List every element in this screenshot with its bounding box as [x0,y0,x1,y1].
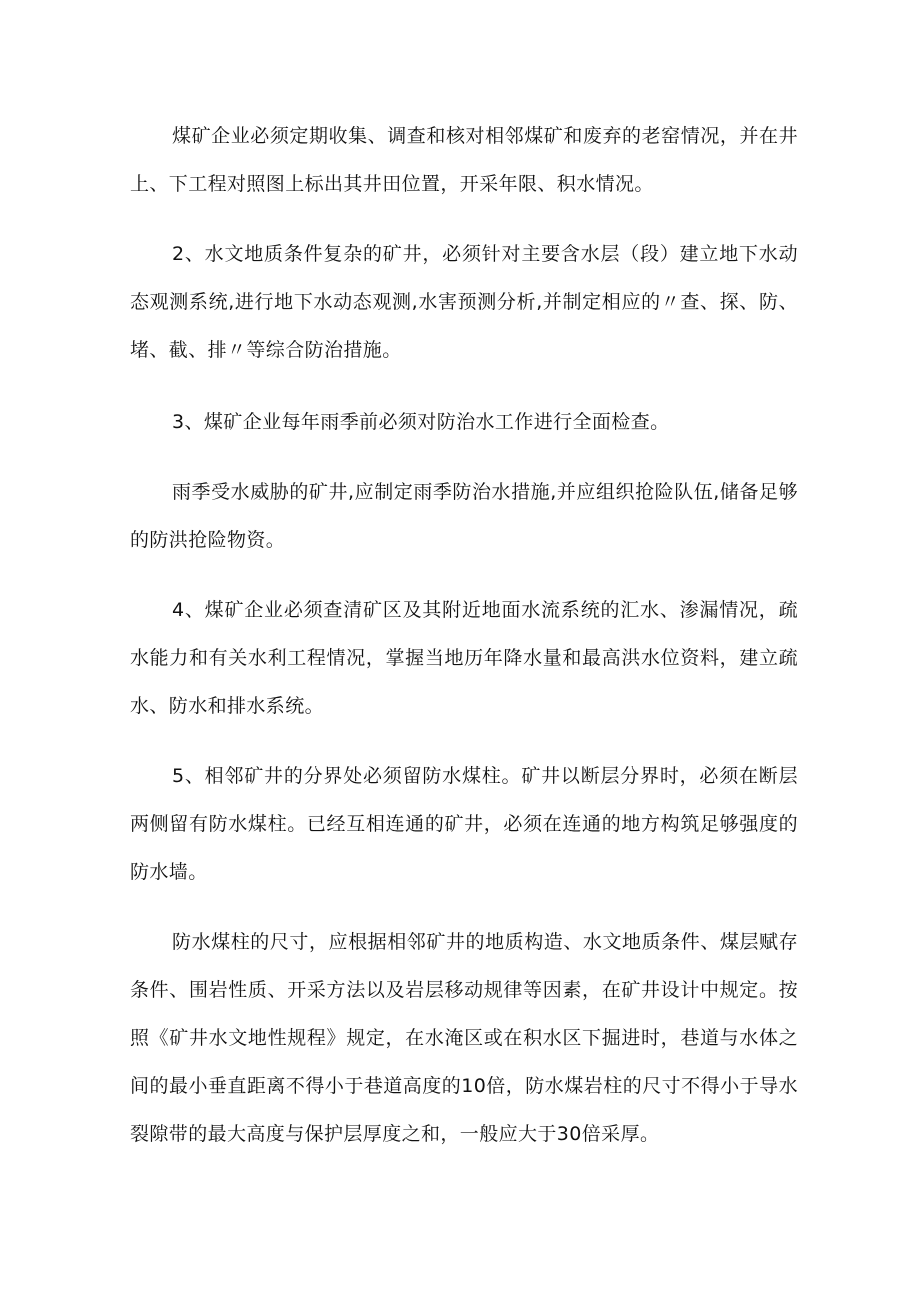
paragraph-text: 煤矿企业必须定期收集、调查和核对相邻煤矿和废弃的老窑情况，并在井上、下工程对照图上标出其井田位置，开采年限、积水情况。 [130,125,798,195]
paragraph-item-2 [130,230,798,374]
paragraph-text: 防水煤柱的尺寸，应根据相邻矿井的地质构造、水文地质条件、煤层赋存条件、围岩性质、开采方法以及岩层移动规律等因素，在矿井设计中规定。按照《矿井水文地性规程》规定，在水淹区或在积水区下掘进时，巷道与水体之间的最小垂直距离不得小于巷道高度的10倍，防水煤岩柱的尺寸不得小于导水裂隙带的最大高度与保护层厚度之和，一般应大于30倍采厚。 [130,931,798,1145]
paragraph-neighbor-mines [130,112,798,208]
paragraph-text: 5、相邻矿井的分界处必须留防水煤柱。矿井以断层分界时，必须在断层两侧留有防水煤柱。已经互相连通的矿井，必须在连通的地方构筑足够强度的防水墙。 [130,765,798,883]
paragraph-coal-pillar-size [130,918,798,1158]
paragraph-item-5 [130,752,798,896]
paragraph-item-3 [130,398,798,446]
paragraph-rainy-season [130,468,798,564]
paragraph-text: 3、煤矿企业每年雨季前必须对防治水工作进行全面检查。 [172,411,670,433]
paragraph-text: 雨季受水威胁的矿井,应制定雨季防治水措施,并应组织抢险队伍,储备足够的防洪抢险物资。 [130,481,798,551]
paragraph-text: 4、煤矿企业必须查清矿区及其附近地面水流系统的汇水、渗漏情况，疏水能力和有关水利工程情况，掌握当地历年降水量和最高洪水位资料，建立疏水、防水和排水系统。 [130,599,798,717]
paragraph-item-4 [130,586,798,730]
paragraph-text: 2、水文地质条件复杂的矿井，必须针对主要含水层（段）建立地下水动态观测系统,进行地下水动态观测,水害预测分析,并制定相应的〃查、探、防、堵、截、排〃等综合防治措施。 [130,243,798,361]
